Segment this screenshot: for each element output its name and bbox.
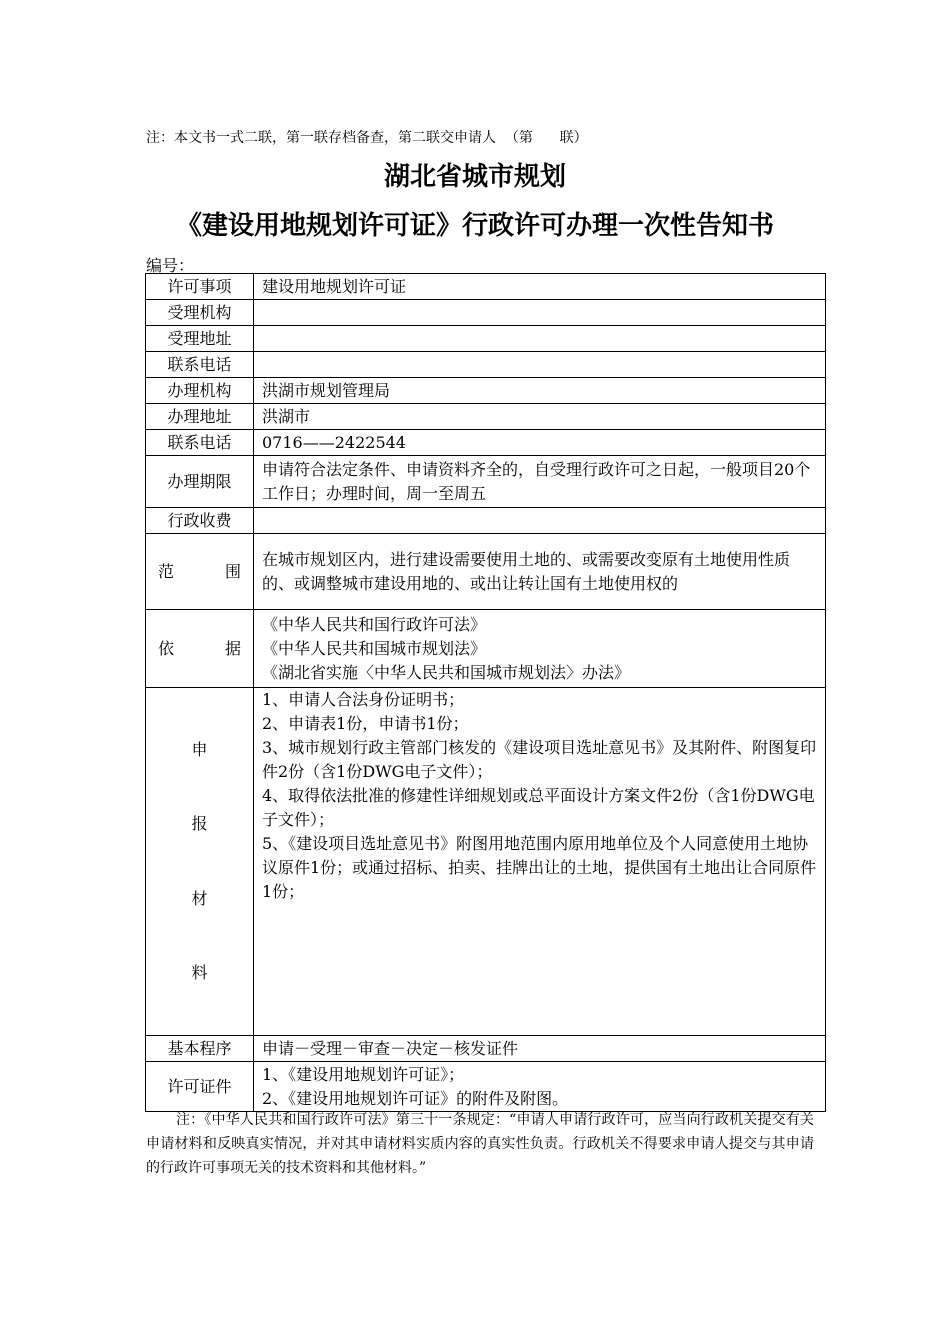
row-deadline: [146, 456, 826, 508]
label-accept-phone: 联系电话: [146, 352, 254, 378]
label-materials-char: 申: [191, 739, 208, 759]
row-handle-phone: [146, 430, 826, 456]
label-permit-item: 许可事项: [146, 274, 254, 300]
row-accept-phone: [146, 352, 826, 378]
label-basis: [146, 610, 254, 688]
basis-line: 《湖北省实施〈中华人民共和国城市规划法〉办法》: [262, 662, 631, 682]
certificate-line: 2、《建设用地规划许可证》的附件及附图。: [262, 1088, 569, 1108]
label-accept-addr: 受理地址: [146, 326, 254, 352]
label-scope-char: 范: [158, 561, 175, 581]
value-handle-phone: 0716——2422544: [254, 430, 826, 456]
label-materials-char: 报: [191, 814, 208, 834]
label-basis-char: 依: [158, 638, 175, 658]
value-deadline: 申请符合法定条件、申请资料齐全的，自受理行政许可之日起，一般项目20个工作日；办理时间，周一至周五: [254, 456, 826, 508]
label-accept-org: 受理机构: [146, 300, 254, 326]
notice-table: [145, 273, 826, 1112]
value-accept-addr: [254, 326, 826, 352]
label-certificate: 许可证件: [146, 1062, 254, 1112]
row-handle-org: [146, 378, 826, 404]
value-accept-org: [254, 300, 826, 326]
document-subtitle: 《建设用地规划许可证》行政许可办理一次性告知书: [175, 211, 774, 241]
label-handle-phone: 联系电话: [146, 430, 254, 456]
materials-item: 4、取得依法批准的修建性详细规划或总平面设计方案文件2份（含1份DWG电子文件）；: [262, 786, 815, 829]
value-accept-phone: [254, 352, 826, 378]
row-procedure: [146, 1036, 826, 1062]
row-fee: [146, 508, 826, 534]
header-note: 注：本文书一式二联，第一联存档备查，第二联交申请人 （第 联）: [146, 130, 588, 146]
label-deadline: 办理期限: [146, 456, 254, 508]
label-basis-char: 据: [224, 638, 241, 658]
document-title: 湖北省城市规划: [383, 162, 566, 192]
value-basis: [254, 610, 826, 688]
label-handle-addr: 办理地址: [146, 404, 254, 430]
row-permit-item: [146, 274, 826, 300]
materials-item: 5、《建设项目选址意见书》附图用地范围内原用地单位及个人同意使用土地协议原件1份；或通过招标、拍卖、挂牌出让的土地，提供国有土地出让合同原件1份；: [262, 834, 817, 901]
value-scope: 在城市规划区内，进行建设需要使用土地的、或需要改变原有土地使用性质的、或调整城市建设用地的、或出让转让国有土地使用权的: [254, 534, 826, 610]
basis-line: 《中华人民共和国行政许可法》: [262, 614, 487, 634]
row-certificate: [146, 1062, 826, 1112]
label-fee: 行政收费: [146, 508, 254, 534]
row-scope: [146, 534, 826, 610]
footer-note: 注：《中华人民共和国行政许可法》第三十一条规定：“申请人申请行政许可，应当向行政机关提交有关申请材料和反映真实情况，并对其申请材料实质内容的真实性负责。行政机关不得要求申请人提交与其申请的行政许可事项无关的技术资料和其他材料。”: [146, 1112, 814, 1176]
label-handle-org: 办理机构: [146, 378, 254, 404]
value-fee: [254, 508, 826, 534]
value-handle-addr: 洪湖市: [254, 404, 826, 430]
serial-number-label: 编号：: [146, 256, 195, 275]
materials-item: 3、城市规划行政主管部门核发的《建设项目选址意见书》及其附件、附图复印件2份（含1份DWG电子文件）；: [262, 738, 817, 781]
materials-item: 2、申请表1份，申请书1份；: [262, 714, 469, 733]
label-materials: [146, 688, 254, 1036]
label-materials-char: 材: [191, 888, 208, 908]
label-materials-char: 料: [191, 963, 208, 983]
certificate-line: 1、《建设用地规划许可证》；: [262, 1064, 465, 1084]
value-certificate: [254, 1062, 826, 1112]
label-scope: [146, 534, 254, 610]
row-accept-addr: [146, 326, 826, 352]
label-scope-char: 围: [224, 561, 241, 581]
basis-line: 《中华人民共和国城市规划法》: [262, 638, 487, 658]
value-materials: [254, 688, 826, 1036]
value-permit-item: 建设用地规划许可证: [254, 274, 826, 300]
materials-item: 1、申请人合法身份证明书；: [262, 690, 465, 709]
value-handle-org: 洪湖市规划管理局: [254, 378, 826, 404]
row-materials: [146, 688, 826, 1036]
label-procedure: 基本程序: [146, 1036, 254, 1062]
value-procedure: 申请－受理－审查－决定－核发证件: [254, 1036, 826, 1062]
row-basis: [146, 610, 826, 688]
row-accept-org: [146, 300, 826, 326]
row-handle-addr: [146, 404, 826, 430]
